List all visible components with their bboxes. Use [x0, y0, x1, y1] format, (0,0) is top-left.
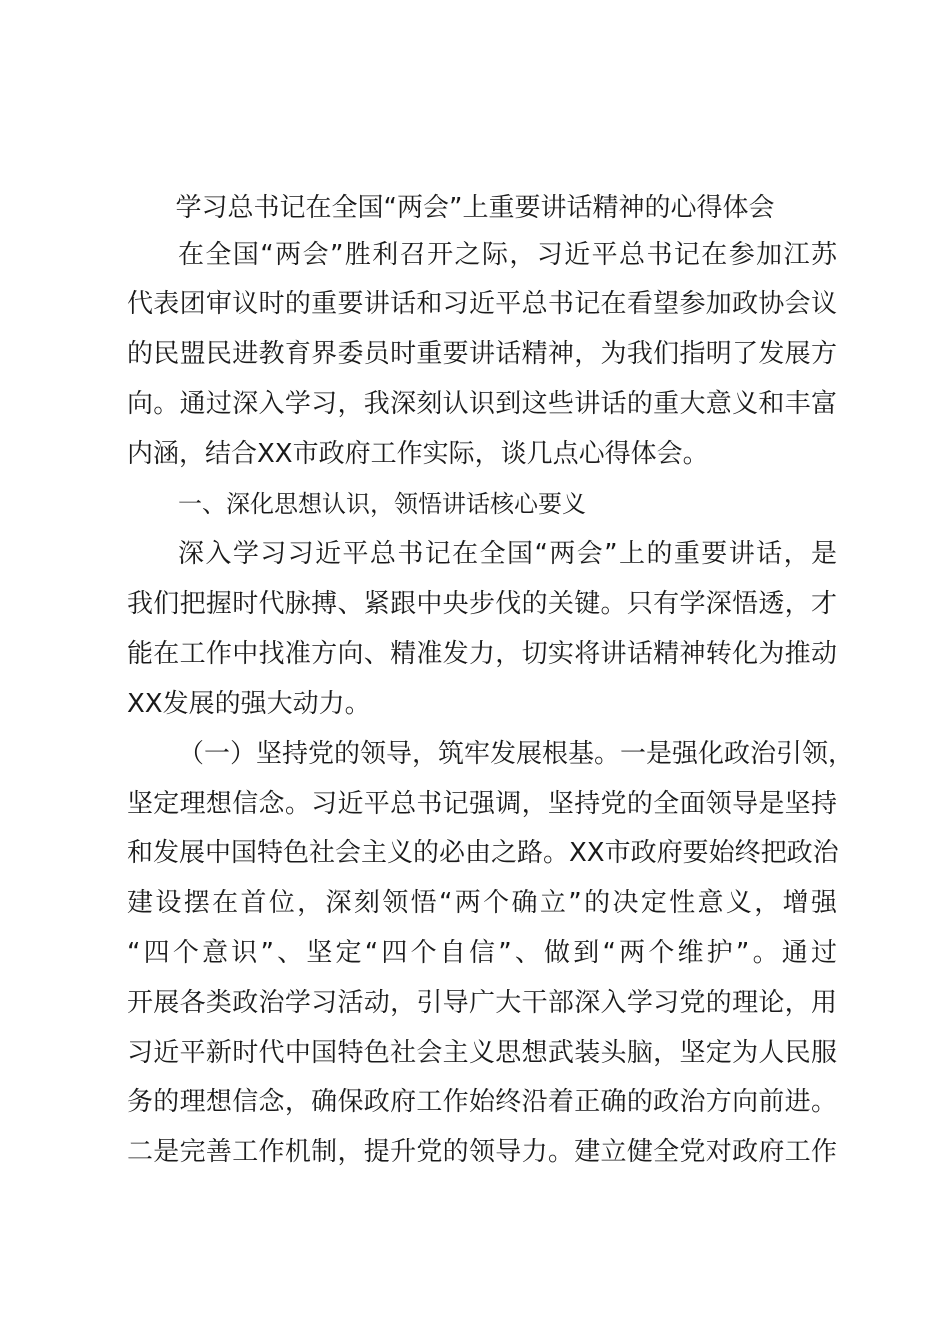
document-title: 学习总书记在全国“两会”上重要讲话精神的心得体会	[175, 193, 775, 223]
paragraph-line: 向。通过深入学习，我深刻认识到这些讲话的重大意义和丰富	[127, 389, 837, 419]
paragraph-line: 在全国“两会”胜利召开之际，习近平总书记在参加江苏	[178, 240, 837, 270]
paragraph-line: （一）坚持党的领导，筑牢发展根基。一是强化政治引领，	[178, 739, 855, 769]
paragraph-line: 习近平新时代中国特色社会主义思想武装头脑，坚定为人民服	[127, 1038, 837, 1068]
paragraph-line: 能在工作中找准方向、精准发力，切实将讲话精神转化为推动	[127, 639, 837, 669]
paragraph-line: 开展各类政治学习活动，引导广大干部深入学习党的理论，用	[127, 988, 837, 1018]
paragraph-line: 和发展中国特色社会主义的必由之路。XX市政府要始终把政治	[127, 838, 839, 868]
paragraph-line: 坚定理想信念。习近平总书记强调，坚持党的全面领导是坚持	[127, 789, 837, 819]
paragraph-line: 深入学习习近平总书记在全国“两会”上的重要讲话，是	[178, 539, 837, 569]
paragraph-line: 我们把握时代脉搏、紧跟中央步伐的关键。只有学深悟透，才	[127, 589, 837, 619]
paragraph-line: “四个意识”、坚定“四个自信”、做到“两个维护”。通过	[127, 938, 837, 968]
paragraph-line: 内涵，结合XX市政府工作实际，谈几点心得体会。	[127, 439, 709, 469]
paragraph-line: 二是完善工作机制，提升党的领导力。建立健全党对政府工作	[127, 1137, 837, 1167]
paragraph-line: XX发展的强大动力。	[127, 689, 371, 719]
paragraph-line: 代表团审议时的重要讲话和习近平总书记在看望参加政协会议	[127, 289, 837, 319]
paragraph-line: 建设摆在首位，深刻领悟“两个确立”的决定性意义，增强	[127, 888, 837, 918]
section-heading: 一、深化思想认识，领悟讲话核心要义	[178, 490, 586, 518]
paragraph-line: 的民盟民进教育界委员时重要讲话精神，为我们指明了发展方	[127, 339, 837, 369]
paragraph-line: 务的理想信念，确保政府工作始终沿着正确的政治方向前进。	[127, 1087, 837, 1117]
